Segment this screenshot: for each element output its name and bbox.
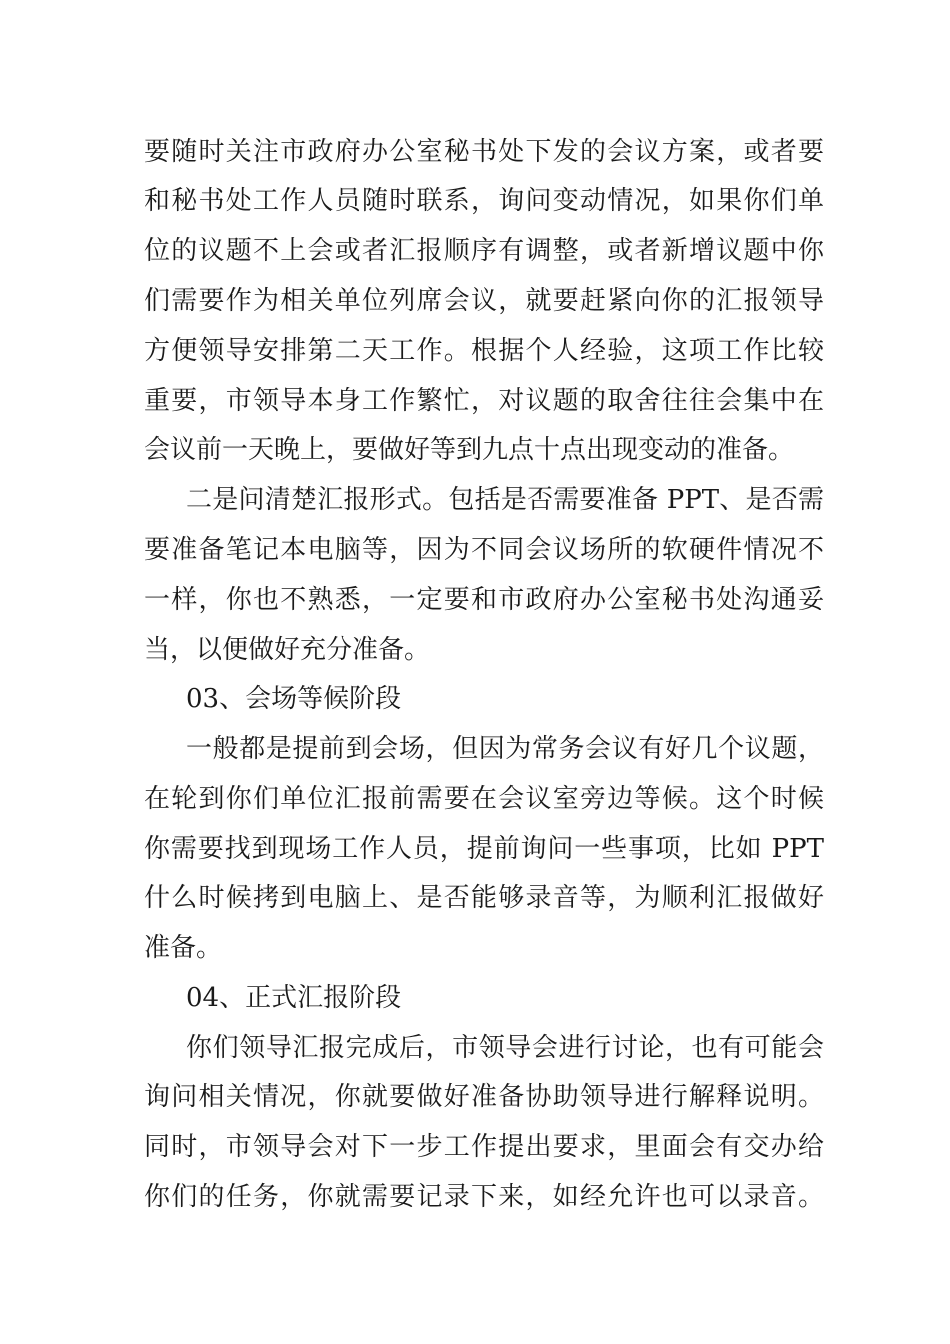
paragraph-line: 当，以便做好充分准备。 (144, 635, 431, 665)
paragraph-line: 位的议题不上会或者汇报顺序有调整，或者新增议题中你 (144, 236, 824, 266)
paragraph-line: 方便领导安排第二天工作。根据个人经验，这项工作比较 (144, 336, 824, 366)
paragraph-line: 要随时关注市政府办公室秘书处下发的会议方案，或者要 (144, 137, 824, 167)
paragraph-line: 什么时候拷到电脑上、是否能够录音等，为顺利汇报做好 (144, 883, 824, 913)
paragraph-line: 同时，市领导会对下一步工作提出要求，里面会有交办给 (144, 1132, 824, 1162)
paragraph-line: 你们的任务，你就需要记录下来，如经允许也可以录音。 (144, 1182, 824, 1212)
paragraph-line: 一样，你也不熟悉，一定要和市政府办公室秘书处沟通妥 (144, 585, 824, 615)
paragraph-line: 和秘书处工作人员随时联系，询问变动情况，如果你们单 (144, 186, 824, 216)
paragraph-line: 重要，市领导本身工作繁忙，对议题的取舍往往会集中在 (144, 386, 824, 416)
paragraph-line: 在轮到你们单位汇报前需要在会议室旁边等候。这个时候 (144, 784, 824, 814)
paragraph-line: 准备。 (144, 933, 223, 963)
section-heading: 04、正式汇报阶段 (186, 983, 402, 1013)
paragraph-first-line: 一般都是提前到会场，但因为常务会议有好几个议题， (186, 734, 824, 764)
paragraph-first-line: 你们领导汇报完成后，市领导会进行讨论，也有可能会 (186, 1033, 824, 1063)
paragraph-line: 会议前一天晚上，要做好等到九点十点出现变动的准备。 (144, 435, 795, 465)
paragraph-line: 要准备笔记本电脑等，因为不同会议场所的软硬件情况不 (144, 535, 824, 565)
section-heading: 03、会场等候阶段 (186, 684, 402, 714)
paragraph-line: 询问相关情况，你就要做好准备协助领导进行解释说明。 (144, 1082, 824, 1112)
paragraph-line: 们需要作为相关单位列席会议，就要赶紧向你的汇报领导 (144, 286, 824, 316)
paragraph-first-line: 二是问清楚汇报形式。包括是否需要准备 PPT、是否需 (186, 485, 824, 515)
paragraph-line: 你需要找到现场工作人员，提前询问一些事项，比如 PPT (144, 834, 824, 864)
